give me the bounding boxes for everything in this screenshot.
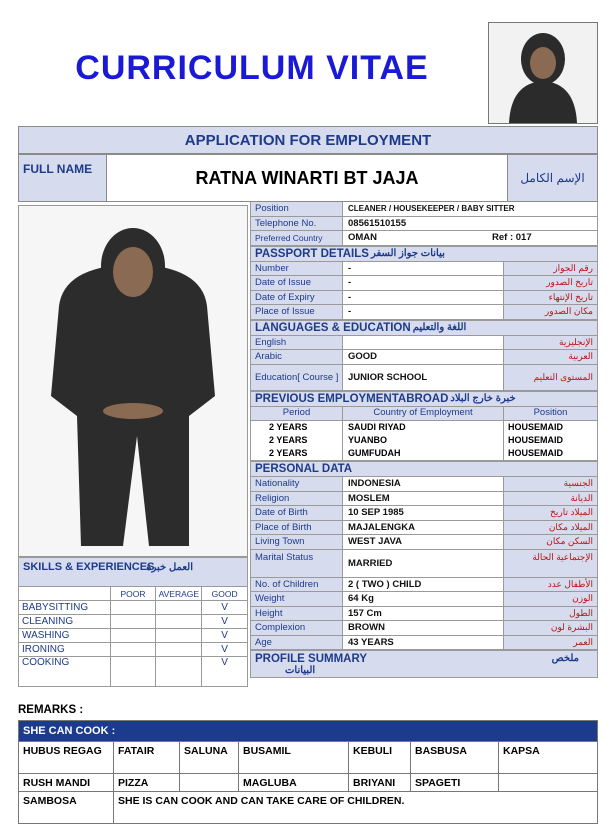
full-name-label-ar: الإسم الكامل	[507, 155, 597, 201]
personal-row-value: 2 ( TWO ) CHILD	[348, 578, 422, 590]
full-name-value: RATNA WINARTI BT JAJA	[195, 167, 419, 188]
dish-cell: BASBUSA	[411, 742, 499, 773]
country-cell: SAUDI RIYAD	[348, 422, 406, 432]
personal-row-ar: السكن مكان	[503, 535, 597, 549]
personal-row-label: Place of Birth	[251, 521, 343, 535]
personal-row-label: No. of Children	[251, 578, 343, 592]
language-row-value	[343, 336, 503, 350]
passport-row-value: -	[348, 306, 352, 318]
personal-row-value: 157 Cm	[348, 607, 382, 619]
personal-row-value: MAJALENGKA	[348, 521, 416, 533]
passport-row-value: -	[348, 262, 352, 274]
position-cell: HOUSEMAID	[508, 422, 564, 432]
passport-row-ar: رقم الجواز	[503, 262, 597, 276]
dish-cell: SPAGETI	[411, 774, 499, 791]
personal-row-value: MOSLEM	[348, 492, 390, 504]
dish-cell: KEBULI	[349, 742, 411, 773]
position-cell: HOUSEMAID	[508, 435, 564, 445]
full-name-label: FULL NAME	[19, 155, 107, 201]
dish-cell: MAGLUBA	[239, 774, 349, 791]
personal-row-ar: الإجتماعية الحالة	[503, 550, 597, 577]
good-col-header: GOOD	[202, 587, 248, 600]
personal-row-ar: الميلاد مكان	[503, 521, 597, 535]
previous-employment-heading: PREVIOUS EMPLOYMENTABROAD خبرة خارج البلاد	[251, 391, 597, 407]
personal-row-value: MARRIED	[348, 557, 393, 569]
period-cell: 2 YEARS	[269, 435, 308, 445]
languages-heading: LANGUAGES & EDUCATION اللغة والتعليم	[251, 320, 597, 336]
telephone-value: 08561510155	[348, 217, 407, 229]
skill-name: IRONING	[19, 643, 111, 656]
country-cell: YUANBO	[348, 435, 388, 445]
cooking-note: SHE IS CAN COOK AND CAN TAKE CARE OF CHILDREN.	[118, 795, 405, 807]
personal-row-label: Date of Birth	[251, 506, 343, 520]
poor-col-header: POOR	[111, 587, 157, 600]
language-row-ar: الإنجليزية	[503, 336, 597, 350]
passport-row-label: Place of Issue	[251, 305, 343, 319]
position-value: CLEANER / HOUSEKEEPER / BABY SITTER	[348, 204, 515, 214]
skill-good-mark: V	[202, 601, 248, 614]
personal-row-label: Nationality	[251, 477, 343, 491]
skill-good-mark: V	[202, 657, 248, 686]
dish-cell: PIZZA	[114, 774, 180, 791]
personal-row-label: Complexion	[251, 621, 343, 635]
dish-cell	[180, 774, 239, 791]
preferred-country-label: Preferred Country	[251, 231, 343, 245]
period-col-header: Period	[251, 407, 343, 421]
portrait-photo-full	[18, 205, 248, 557]
passport-row-label: Date of Issue	[251, 276, 343, 290]
position-cell: HOUSEMAID	[508, 448, 564, 458]
profile-summary-heading: PROFILE SUMMARY البيانات ملخص	[251, 650, 597, 678]
dish-cell: SALUNA	[180, 742, 239, 773]
personal-data-heading: PERSONAL DATA	[251, 461, 597, 477]
personal-row-ar: الديانة	[503, 492, 597, 506]
passport-row-label: Number	[251, 262, 343, 276]
dish-cell: FATAIR	[114, 742, 180, 773]
personal-row-value: 10 SEP 1985	[348, 507, 404, 519]
skills-heading: SKILLS & EXPERIENCES العمل خبرة	[18, 557, 248, 587]
personal-row-label: Height	[251, 607, 343, 621]
passport-row-value: -	[348, 277, 352, 289]
skill-name: BABYSITTING	[19, 601, 111, 614]
language-row-ar: العربية	[503, 350, 597, 364]
language-row-value: GOOD	[348, 351, 378, 363]
application-heading: APPLICATION FOR EMPLOYMENT	[18, 126, 598, 154]
passport-heading: PASSPORT DETAILS بيانات جواز السفر	[251, 246, 597, 262]
period-cell: 2 YEARS	[269, 422, 308, 432]
personal-row-ar: العمر	[503, 636, 597, 650]
ref-value: Ref : 017	[492, 232, 532, 244]
personal-row-ar: الوزن	[503, 592, 597, 606]
preferred-country-value: OMAN	[348, 232, 378, 244]
skill-name: CLEANING	[19, 615, 111, 628]
personal-row-value: INDONESIA	[348, 478, 401, 490]
personal-row-ar: الميلاد تاريخ	[503, 506, 597, 520]
personal-row-ar: الجنسية	[503, 477, 597, 491]
personal-row-value: 43 YEARS	[348, 636, 394, 648]
remarks-label: REMARKS :	[18, 704, 84, 716]
dish-cell: BUSAMIL	[239, 742, 349, 773]
language-row-label: Education[ Course ]	[251, 365, 343, 390]
personal-row-ar: الأطفال عدد	[503, 578, 597, 592]
country-col-header: Country of Employment	[373, 406, 473, 418]
passport-row-ar: مكان الصدور	[503, 305, 597, 319]
personal-row-ar: البشرة لون	[503, 621, 597, 635]
position-label: Position	[251, 202, 343, 216]
passport-row-ar: تاريخ الإنتهاء	[503, 291, 597, 305]
telephone-label: Telephone No.	[251, 217, 343, 231]
personal-row-label: Age	[251, 636, 343, 650]
personal-row-value: WEST JAVA	[348, 536, 403, 548]
personal-row-label: Weight	[251, 592, 343, 606]
skill-good-mark: V	[202, 615, 248, 628]
portrait-photo-small	[488, 22, 598, 124]
skill-name: WASHING	[19, 629, 111, 642]
personal-row-label: Marital Status	[251, 550, 343, 577]
language-row-label: Arabic	[251, 350, 343, 364]
dish-cell: KAPSA	[503, 745, 540, 757]
passport-row-ar: تاريخ الصدور	[503, 276, 597, 290]
skill-good-mark: V	[202, 629, 248, 642]
cook-heading: SHE CAN COOK :	[19, 721, 597, 741]
cooking-table	[18, 720, 598, 824]
details-grid	[250, 202, 598, 678]
personal-row-value: BROWN	[348, 622, 385, 634]
cv-title: CURRICULUM VITAE	[75, 48, 429, 87]
skill-name: COOKING	[19, 657, 111, 686]
passport-row-value: -	[348, 291, 352, 303]
previous-employment-table	[251, 421, 597, 461]
skills-table	[18, 557, 248, 687]
passport-row-label: Date of Expiry	[251, 291, 343, 305]
language-row-label: English	[251, 336, 343, 350]
position-col-header: Position	[503, 407, 597, 421]
personal-row-value: 64 Kg	[348, 593, 374, 605]
skill-good-mark: V	[202, 643, 248, 656]
dish-cell: RUSH MANDI	[19, 774, 114, 791]
period-cell: 2 YEARS	[269, 448, 308, 458]
dish-cell: SAMBOSA	[19, 792, 114, 823]
country-cell: GUMFUDAH	[348, 448, 401, 458]
dish-cell	[499, 774, 597, 791]
dish-cell: BRIYANI	[349, 774, 411, 791]
average-col-header: AVERAGE	[156, 587, 202, 600]
personal-row-label: Living Town	[251, 535, 343, 549]
personal-row-label: Religion	[251, 492, 343, 506]
full-name-row	[18, 154, 598, 202]
personal-row-ar: الطول	[503, 607, 597, 621]
dish-cell: HUBUS REGAG	[19, 742, 114, 773]
language-row-ar: المستوى التعليم	[503, 365, 597, 390]
language-row-value: JUNIOR SCHOOL	[348, 371, 428, 383]
